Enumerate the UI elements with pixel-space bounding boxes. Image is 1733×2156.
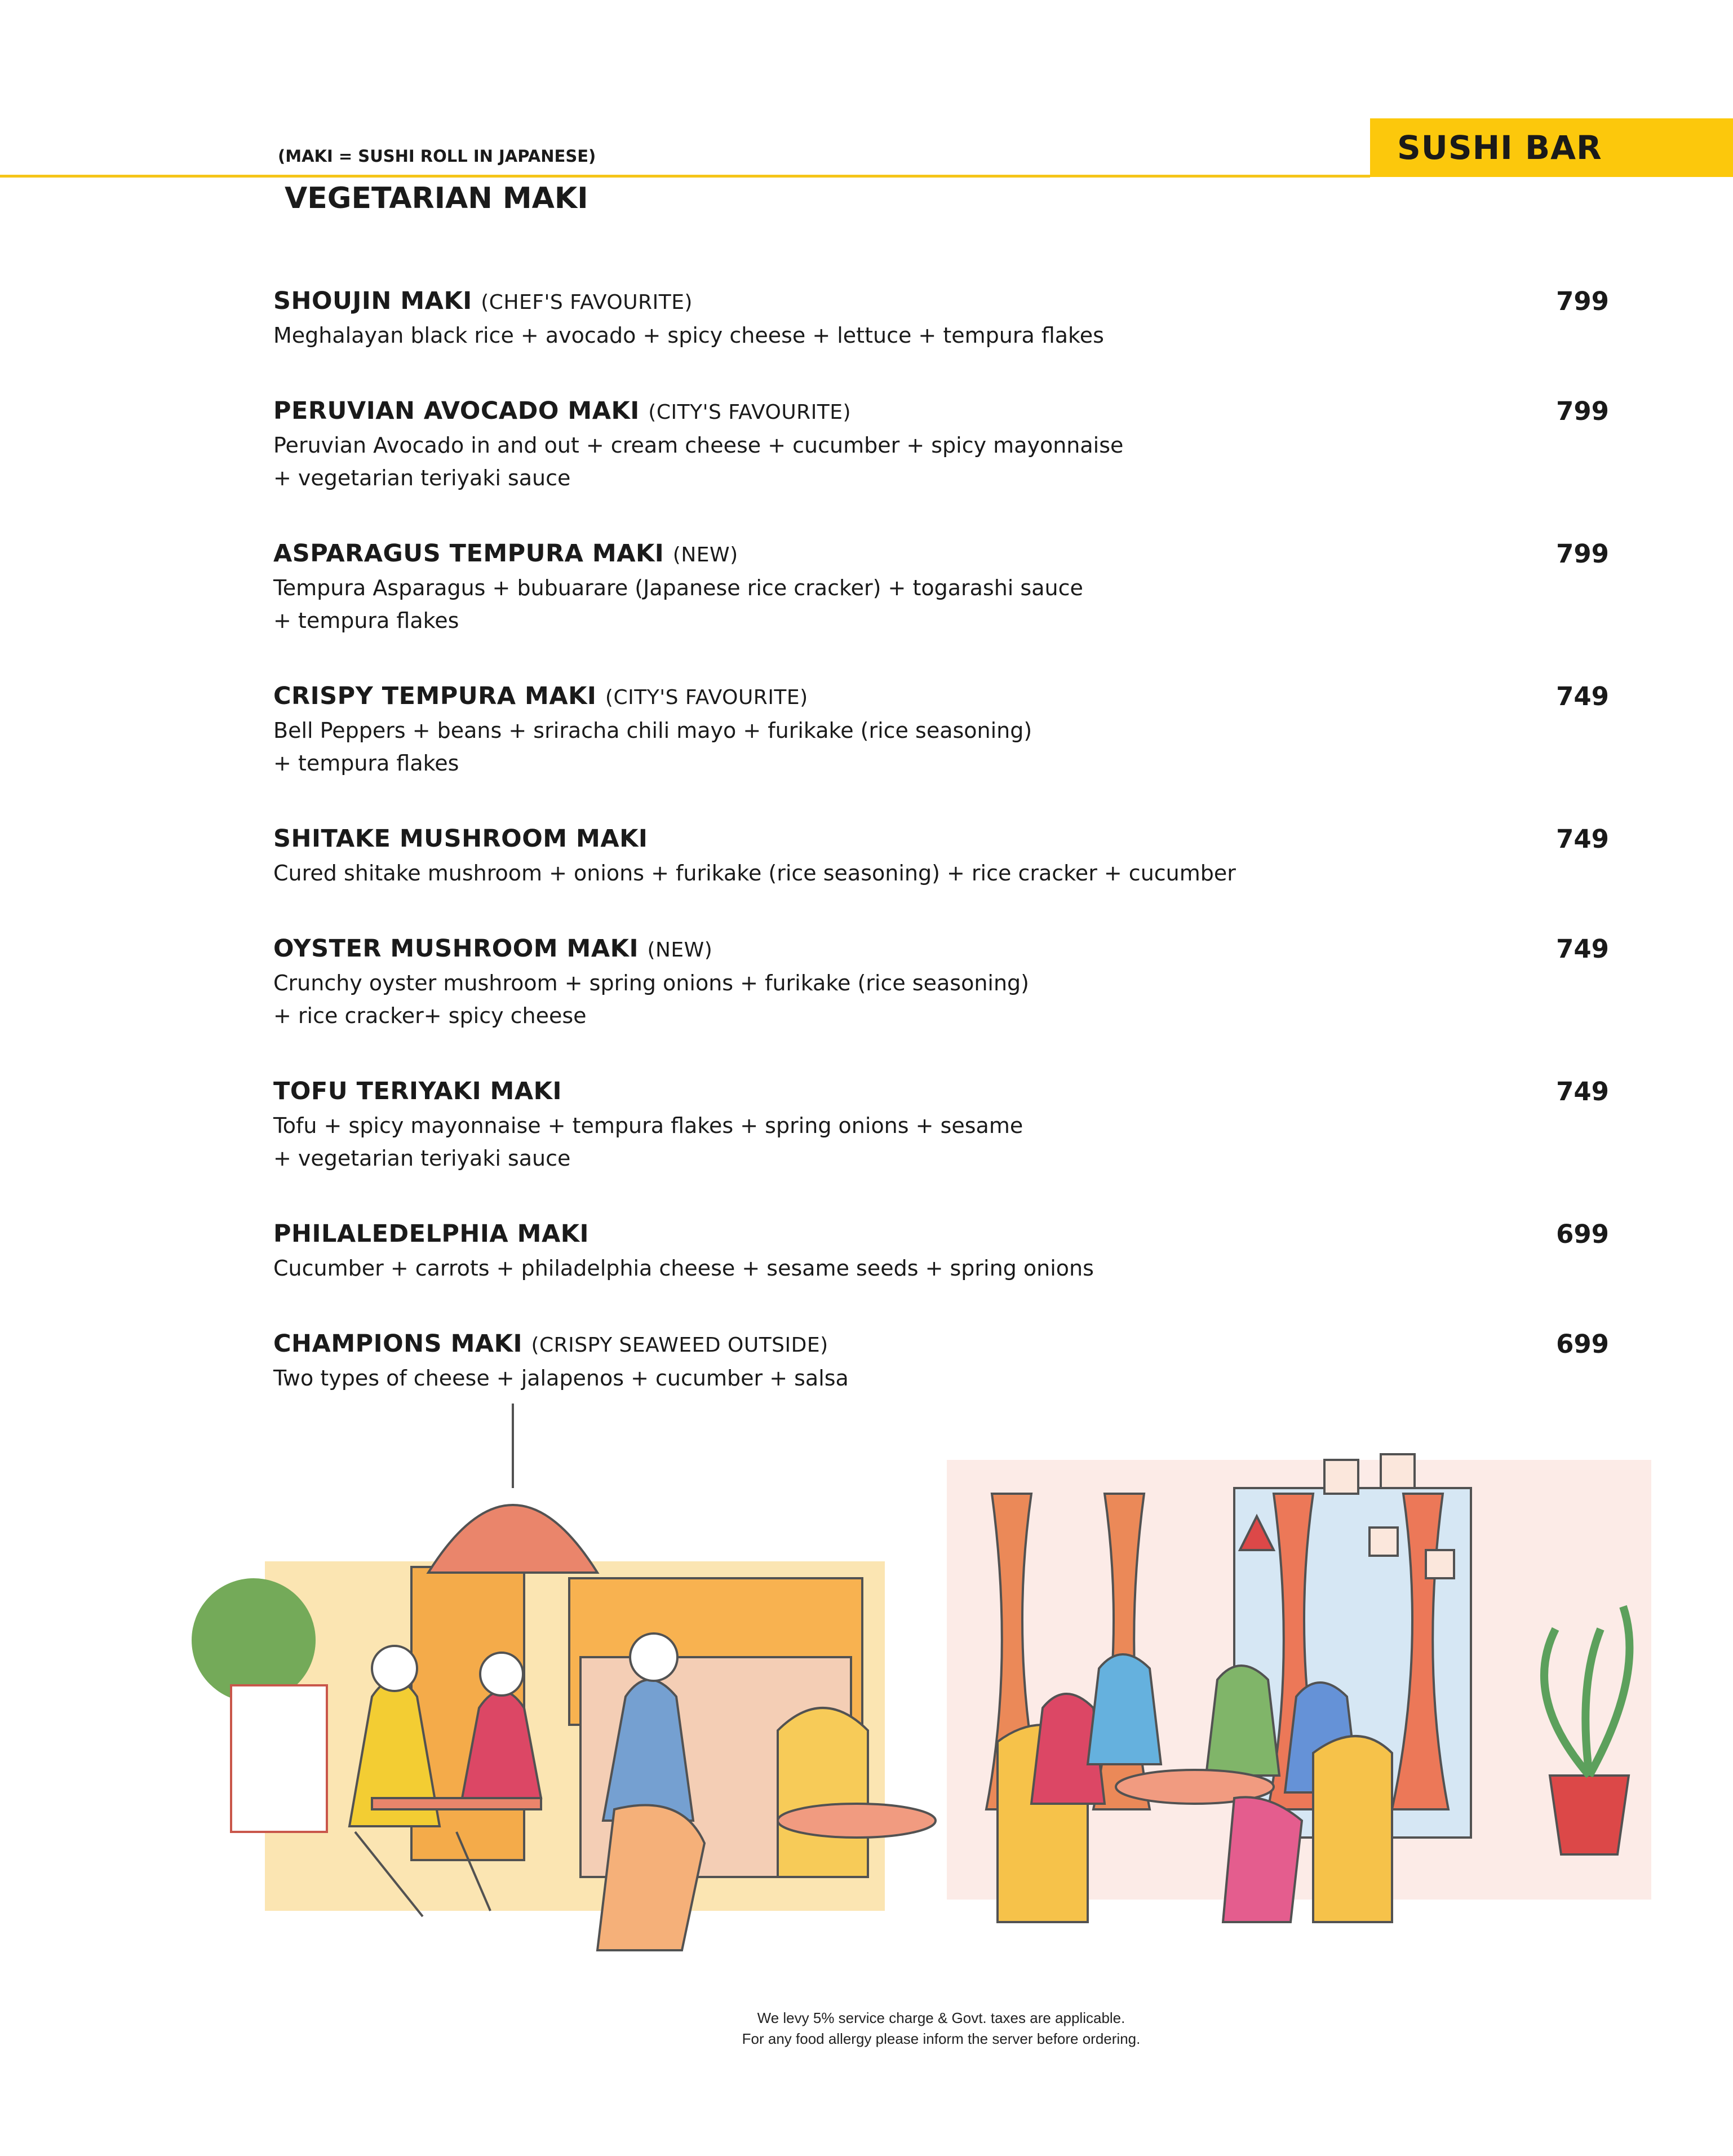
menu-item (273, 536, 1609, 637)
item-description: Tofu + spicy mayonnaise + tempura flakes + spring onions + sesame (273, 1113, 1023, 1138)
menu-item (273, 821, 1609, 889)
item-title (273, 1216, 1609, 1252)
item-name: SHOUJIN MAKI (273, 287, 472, 315)
item-title (273, 821, 1609, 857)
item-description: Cured shitake mushroom + onions + furikake (rice seasoning) + rice cracker + cucumber (273, 861, 1236, 886)
item-description: + vegetarian teriyaki sauce (273, 1146, 571, 1171)
item-name: PHILALEDELPHIA MAKI (273, 1220, 590, 1248)
item-name: CRISPY TEMPURA MAKI (273, 682, 597, 710)
category-badge (1370, 118, 1733, 177)
item-note: (CITY'S FAVOURITE) (648, 401, 852, 424)
category-badge-label: SUSHI BAR (1397, 129, 1602, 167)
item-price: 749 (1556, 681, 1609, 711)
header-rule (0, 175, 1370, 178)
item-name: TOFU TERIYAKI MAKI (273, 1077, 562, 1105)
item-title (273, 284, 1609, 319)
menu-item (273, 393, 1609, 494)
menu-item (273, 1326, 1609, 1394)
item-description: + tempura flakes (273, 608, 459, 633)
item-name: OYSTER MUSHROOM MAKI (273, 935, 639, 963)
item-note: (CITY'S FAVOURITE) (605, 686, 808, 709)
item-note: (CHEF'S FAVOURITE) (481, 291, 693, 314)
item-description: Two types of cheese + jalapenos + cucumber + salsa (273, 1366, 849, 1391)
allergy-note: For any food allergy please inform the server before ordering. (742, 2030, 1141, 2047)
item-title (273, 931, 1609, 967)
item-description: Tempura Asparagus + bubuarare (Japanese rice cracker) + togarashi sauce (273, 575, 1083, 600)
item-title (273, 1326, 1609, 1362)
maki-definition: (MAKI = SUSHI ROLL IN JAPANESE) (278, 147, 596, 166)
item-name: SHITAKE MUSHROOM MAKI (273, 825, 648, 853)
menu-item (273, 1074, 1609, 1175)
cafe-illustration (186, 1404, 1663, 1990)
item-price: 699 (1556, 1219, 1609, 1249)
item-title (273, 679, 1609, 714)
item-price: 749 (1556, 934, 1609, 964)
item-description: Crunchy oyster mushroom + spring onions + furikake (rice seasoning) (273, 971, 1029, 995)
service-charge-note: We levy 5% service charge & Govt. taxes are applicable. (757, 2009, 1125, 2026)
item-note: (CRISPY SEAWEED OUTSIDE) (531, 1334, 828, 1357)
item-description: + vegetarian teriyaki sauce (273, 466, 571, 490)
item-price: 799 (1556, 286, 1609, 316)
section-title: VEGETARIAN MAKI (285, 181, 588, 215)
menu-item (273, 931, 1609, 1032)
item-note: (NEW) (672, 543, 738, 566)
item-title (273, 393, 1609, 429)
menu-item (273, 1216, 1609, 1285)
item-description: + tempura flakes (273, 751, 459, 776)
item-description: + rice cracker+ spicy cheese (273, 1003, 587, 1028)
item-name: CHAMPIONS MAKI (273, 1330, 522, 1358)
menu-items (273, 284, 1609, 1436)
menu-item (273, 284, 1609, 352)
item-description: Peruvian Avocado in and out + cream cheese + cucumber + spicy mayonnaise (273, 433, 1124, 458)
item-title (273, 536, 1609, 572)
item-description: Meghalayan black rice + avocado + spicy cheese + lettuce + tempura flakes (273, 323, 1104, 348)
item-name: ASPARAGUS TEMPURA MAKI (273, 539, 664, 568)
item-price: 799 (1556, 539, 1609, 569)
item-price: 699 (1556, 1329, 1609, 1359)
menu-item (273, 679, 1609, 780)
item-price: 799 (1556, 396, 1609, 426)
item-price: 749 (1556, 824, 1609, 854)
item-price: 749 (1556, 1077, 1609, 1106)
item-name: PERUVIAN AVOCADO MAKI (273, 397, 640, 425)
item-description: Bell Peppers + beans + sriracha chili mayo + furikake (rice seasoning) (273, 718, 1032, 743)
item-title (273, 1074, 1609, 1109)
item-note: (NEW) (647, 938, 713, 962)
item-description: Cucumber + carrots + philadelphia cheese + sesame seeds + spring onions (273, 1256, 1094, 1281)
